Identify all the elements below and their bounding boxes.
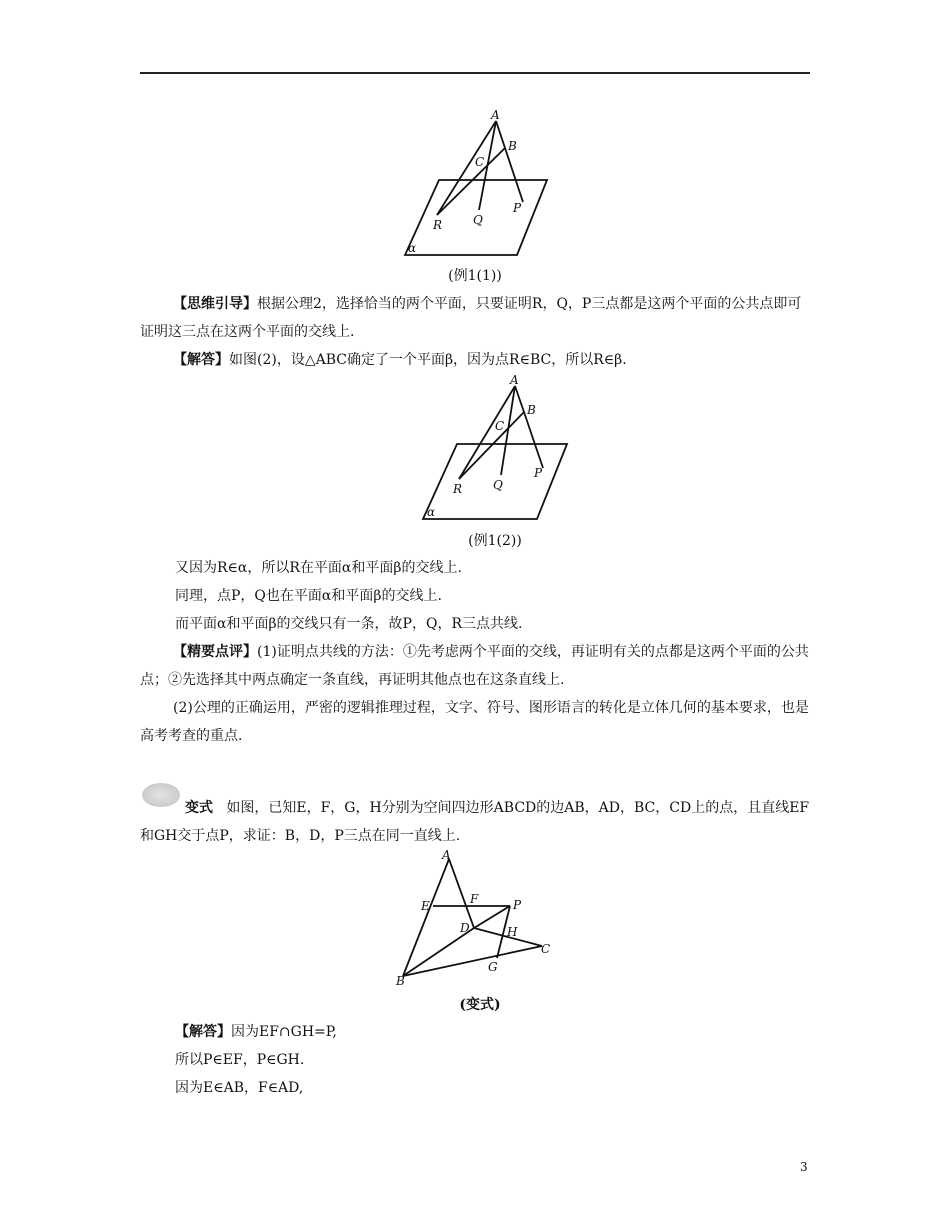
label-r: R (433, 218, 443, 232)
header-rule (140, 72, 810, 74)
label-c: C (495, 419, 505, 433)
figure-2 (415, 372, 575, 522)
review-text-2: (2)公理的正确运用，严密的逻辑推理过程，文字、符号、图形语言的转化是立体几何的基本要求，也是高考考查的重点. (140, 700, 809, 744)
review-paragraph-2 (140, 694, 810, 750)
label-a: A (510, 373, 519, 387)
review-paragraph-1 (140, 638, 810, 694)
page-number: 3 (800, 1160, 808, 1174)
label-alpha: α (427, 505, 436, 519)
label-d: D (460, 921, 470, 935)
text-line-3: 而平面α和平面β的交线只有一条，故P，Q，R三点共线. (175, 616, 523, 632)
label-q: Q (473, 213, 483, 227)
label-p: P (513, 201, 522, 215)
figure-3-caption: (变式) (459, 997, 501, 1013)
label-r: R (453, 482, 463, 496)
answer2-line-2: 所以P∈EF，P∈GH. (175, 1052, 305, 1068)
review-text-1: (1)证明点共线的方法：①先考虑两个平面的交线，再证明有关的点都是这两个平面的公共点；②先选择其中两点确定一条直线，再证明其他点也在这条直线上. (140, 644, 809, 688)
label-f: F (470, 892, 479, 906)
label-g: G (488, 960, 498, 974)
label-q: Q (493, 478, 503, 492)
variant-paragraph (140, 794, 810, 850)
figure-1-caption: (例1(1)) (448, 268, 502, 284)
variant-tag: 变式 (185, 800, 213, 816)
label-a: A (442, 848, 451, 862)
answer1-paragraph (140, 346, 810, 374)
thinking-tag: 【思维引导】 (173, 296, 257, 312)
label-b: B (527, 403, 536, 417)
label-p: P (534, 466, 543, 480)
figure-2-caption: (例1(2)) (468, 533, 522, 549)
label-alpha: α (408, 241, 417, 255)
label-h: H (507, 925, 518, 939)
thinking-paragraph (140, 290, 810, 346)
answer2-line-3: 因为E∈AB，F∈AD, (175, 1080, 304, 1096)
label-a: A (491, 108, 500, 122)
label-c: C (475, 155, 485, 169)
answer2-text-1: 因为EF∩GH=P, (231, 1024, 337, 1040)
label-c: C (541, 942, 551, 956)
answer2-tag: 【解答】 (175, 1024, 231, 1040)
label-p: P (513, 898, 522, 912)
figure-1 (395, 105, 555, 260)
text-line-1: 又因为R∈α，所以R在平面α和平面β的交线上. (175, 560, 462, 576)
label-b: B (396, 974, 405, 988)
answer1-text: 如图(2)，设△ABC确定了一个平面β，因为点R∈BC，所以R∈β. (229, 352, 627, 368)
thinking-text: 根据公理2，选择恰当的两个平面，只要证明R，Q，P三点都是这两个平面的公共点即可证明这三点在这两个平面的交线上. (140, 296, 802, 340)
variant-text: 如图，已知E，F，G，H分别为空间四边形ABCD的边AB，AD，BC，CD上的点，且直线EF和GH交于点P，求证：B，D，P三点在同一直线上. (140, 800, 810, 844)
answer2-line-1 (175, 1018, 337, 1046)
answer1-tag: 【解答】 (173, 352, 229, 368)
label-b: B (508, 139, 517, 153)
figure-3 (390, 848, 565, 993)
review-tag: 【精要点评】 (173, 644, 257, 660)
label-e: E (421, 899, 430, 913)
text-line-2: 同理，点P，Q也在平面α和平面β的交线上. (175, 588, 442, 604)
